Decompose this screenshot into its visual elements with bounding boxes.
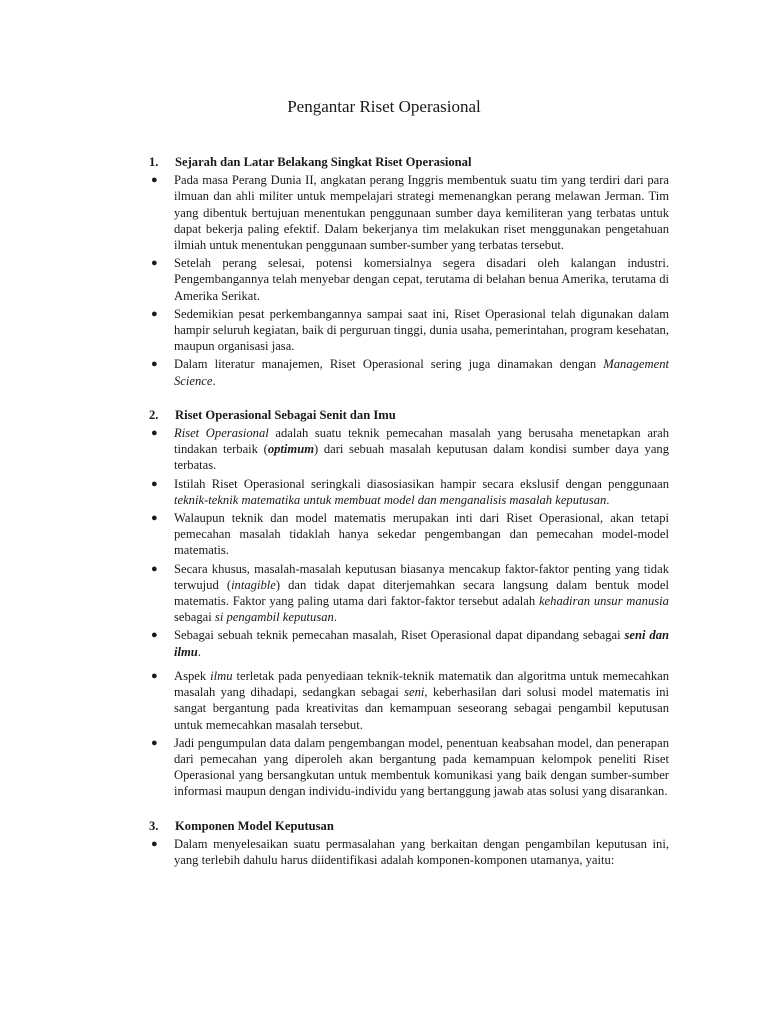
bullet-item (149, 668, 669, 733)
bullet-dot-icon: ● (151, 512, 158, 525)
bullet-text: Secara khusus, masalah-masalah keputusan biasanya mencakup faktor-faktor penting yang tidak terwujud ( (174, 561, 669, 592)
bullet-item (149, 476, 669, 508)
bullet-text: . (212, 373, 216, 388)
bullet-text: Dalam literatur manajemen, Riset Operasional sering juga dinamakan dengan (174, 357, 604, 372)
bullet-text: seni (404, 685, 425, 700)
bullet-text: Management Science (174, 357, 669, 388)
bullet-text: terletak pada penyediaan teknik-teknik matematik dan algoritma untuk memecahkan masalah yang dihadapi, sedangkan sebagai (174, 668, 670, 700)
bullet-text: intagible (231, 577, 276, 592)
bullet-dot-icon: ● (151, 669, 158, 682)
bullet-text: . (197, 644, 201, 659)
section-heading (149, 818, 669, 834)
bullet-item (149, 510, 669, 559)
bullet-item (149, 306, 669, 355)
section-number: 3. (149, 818, 159, 833)
bullet-dot-icon: ● (151, 174, 158, 187)
page-title: Pengantar Riset Operasional (287, 97, 481, 116)
bullet-item (149, 836, 669, 868)
bullet-item (149, 425, 669, 474)
section-heading-text: Sejarah dan Latar Belakang Singkat Riset Operasional (175, 155, 472, 169)
bullet-item (149, 172, 669, 253)
bullet-dot-icon: ● (151, 477, 158, 490)
bullet-text: ) dan tidak dapat diterjemahkan secara langsung dalam bentuk model matematis. Faktor yang paling utama dari faktor-faktor tersebut adalah (174, 577, 670, 609)
section-heading-text: Riset Operasional Sebagai Senit dan Imu (175, 407, 396, 422)
bullet-text: sebagai (174, 610, 215, 625)
bullet-text: si pengambil keputusan (214, 610, 334, 625)
section-1 (149, 154, 669, 389)
bullet-text: Sebagai sebuah teknik pemecahan masalah, Riset Operasional dapat dipandang sebagai (174, 628, 625, 643)
document-content (149, 154, 669, 886)
section-number: 1. (149, 155, 159, 169)
bullet-dot-icon: ● (151, 837, 158, 850)
bullet-text: teknik-teknik matematika untuk membuat model dan menganalisis masalah keputusan (174, 492, 607, 507)
bullet-text: optimum (267, 442, 314, 457)
bullet-text: Pada masa Perang Dunia II, angkatan perang Inggris membentuk suatu tim yang terdiri dari para ilmuan dan ahli militer untuk mempelajari strategi memenangkan perang melawan Jerman. Tim yang dibentuk bertujuan menentukan penggunaan sumber daya kemiliteran yang terbatas untuk dapat bekerja paling efektif. Dalam bekerjanya tim melakukan riset menggunakan pengetahuan ilmiah untuk menentukan penggunaan sumber-sumber yang terbatas tersebut. (174, 173, 669, 253)
bullet-text: . (606, 492, 610, 507)
section-3 (149, 818, 669, 869)
bullet-text: . (333, 610, 338, 625)
bullet-text: Dalam menyelesaikan suatu permasalahan yang berkaitan dengan pengambilan keputusan ini, yang terlebih dahulu harus diidentifikasi adalah komponen-komponen utamanya, yaitu: (174, 836, 669, 867)
bullet-text: Aspek (174, 668, 211, 683)
section-heading (149, 407, 669, 423)
bullet-item (149, 627, 669, 659)
bullet-text: Setelah perang selesai, potensi komersialnya segera disadari oleh kalangan industri. Pengembangannya telah menyebar dengan cepat, terutama di belahan benua Amerika, terutama di Amerika Serikat. (174, 256, 669, 303)
bullet-text: Istilah Riset Operasional seringkali diasosiasikan hampir secara ekslusif dengan penggunaan (174, 476, 669, 491)
bullet-text: Jadi pengumpulan data dalam pengembangan model, penentuan keabsahan model, dan penerapan dari pemecahan yang diperoleh akan bergantung pada kemampuan kelompok peneliti Riset Operasional yang bersangkutan untuk membentuk komunikasi yang baik dengan sumber-sumber informasi maupun dengan individu-individu yang bertanggung jawab atas solusi yang disarankan. (174, 735, 669, 799)
bullet-list (149, 425, 669, 799)
section-heading-text: Komponen Model Keputusan (175, 818, 334, 833)
bullet-dot-icon: ● (151, 629, 158, 642)
bullet-item (149, 561, 669, 626)
bullet-dot-icon: ● (151, 427, 158, 440)
bullet-text: kehadiran unsur manusia (538, 594, 669, 609)
bullet-text: ) dari sebuah masalah keputusan dalam kondisi sumber daya yang terbatas. (174, 442, 670, 473)
bullet-text: Riset Operasional (174, 426, 269, 441)
bullet-text: ilmu (210, 668, 233, 683)
section-2 (149, 407, 669, 800)
bullet-dot-icon: ● (151, 736, 158, 749)
section-heading (149, 154, 669, 170)
bullet-item (149, 356, 669, 388)
bullet-item (149, 255, 669, 304)
bullet-item (149, 735, 669, 800)
bullet-text: , keberhasilan dari solusi model matematis ini sangat bergantung pada kreativitas dan kemampuan seseorang sebagai pengambil keputusan untuk memecahkan masalah tersebut. (174, 685, 670, 732)
bullet-text: Walaupun teknik dan model matematis merupakan inti dari Riset Operasional, akan tetapi pemecahan masalah tidaklah hanya sekedar pengembangan dan pemecahan model-model matematis. (174, 511, 669, 558)
bullet-dot-icon: ● (151, 257, 158, 270)
bullet-list (149, 172, 669, 389)
bullet-dot-icon: ● (151, 307, 158, 320)
bullet-dot-icon: ● (151, 562, 158, 575)
bullet-text: adalah suatu teknik pemecahan masalah yang berusaha menetapkan arah tindakan terbaik ( (174, 426, 669, 457)
bullet-dot-icon: ● (151, 358, 158, 371)
bullet-list (149, 836, 669, 868)
bullet-text: Sedemikian pesat perkembangannya sampai saat ini, Riset Operasional telah digunakan dalam hampir seluruh kegiatan, baik di perguruan tinggi, dunia usaha, pemerintahan, program kesehatan, maupun organisasi jasa. (174, 306, 669, 354)
bullet-text: seni dan ilmu (174, 628, 669, 659)
section-number: 2. (149, 407, 159, 422)
